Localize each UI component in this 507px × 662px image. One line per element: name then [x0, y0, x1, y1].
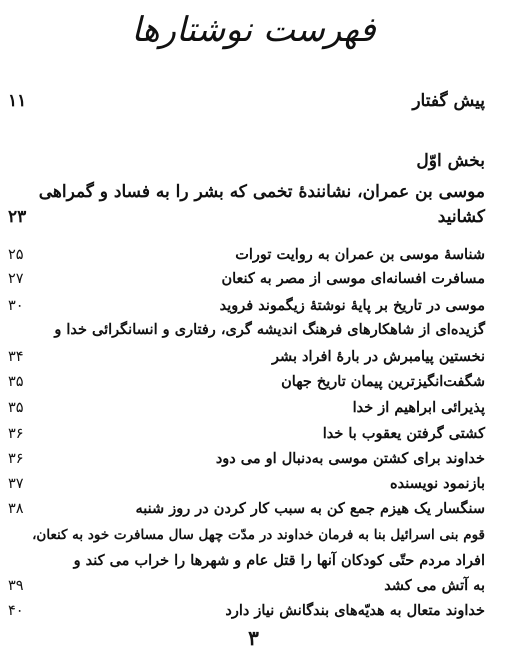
page-title: فهرست نوشتارها	[131, 10, 376, 50]
toc-entry-text: سنگسار یک هیزم جمع کن به سبب کار کردن در روز شنبه	[135, 500, 485, 517]
section-title-line-1: موسی بن عمران، نشانندهٔ تخمی که بشر را به فساد و گمراهی	[38, 182, 485, 202]
toc-entry-page: ۳۸	[8, 501, 24, 517]
section-title-line-2: کشانید	[437, 207, 485, 227]
toc-entry[interactable]	[0, 446, 507, 472]
toc-entry[interactable]	[0, 344, 507, 370]
toc-entry[interactable]	[0, 395, 507, 421]
toc-entry-page: ۳۵	[8, 374, 24, 390]
toc-entry-text: خداوند متعال به هدیّه‌های بندگانش نیاز دارد	[225, 602, 485, 619]
toc-entry[interactable]	[0, 548, 507, 574]
page-number: ۳	[248, 626, 259, 650]
toc-entry-text: شگفت‌انگیزترین پیمان تاریخ جهان	[281, 373, 485, 390]
toc-entry[interactable]	[0, 266, 507, 292]
toc-entry-text: پذیرائی ابراهیم از خدا	[352, 399, 485, 416]
toc-entry-text: نخستین پیامبرش در بارهٔ افراد بشر	[272, 348, 485, 365]
toc-entry-text: کشتی گرفتن یعقوب با خدا	[322, 425, 485, 442]
section-heading-row	[0, 148, 507, 174]
section-title-row-1[interactable]	[0, 179, 507, 205]
toc-entry-page: ۳۵	[8, 400, 24, 416]
toc-entry[interactable]	[0, 293, 507, 319]
toc-entry[interactable]	[0, 421, 507, 447]
section-heading: بخش اوّل	[416, 151, 485, 171]
toc-entry[interactable]	[0, 573, 507, 599]
toc-entry[interactable]	[0, 522, 507, 548]
toc-entry-page: ۳۹	[8, 578, 24, 594]
toc-entry[interactable]	[0, 242, 507, 268]
toc-intro-page: ۱۱	[8, 91, 27, 111]
toc-entry-text: افراد مردم حتّی کودکان آنها را قتل عام و شهرها را خراب می کند و	[73, 552, 485, 569]
toc-entry-text: شناسهٔ موسی بن عمران به روایت تورات	[235, 246, 485, 263]
toc-entry[interactable]	[0, 369, 507, 395]
toc-entry-page: ۳۴	[8, 349, 24, 365]
toc-entry-page: ۳۶	[8, 426, 24, 442]
toc-entry-page: ۲۷	[8, 271, 24, 287]
section-title-row-2[interactable]	[0, 204, 507, 230]
toc-entry-text: قوم بنی اسرائیل بنا به فرمان خداوند در مدّت چهل سال مسافرت خود به کنعان،	[32, 527, 485, 543]
toc-entry-page: ۳۰	[8, 298, 24, 314]
toc-entry-text: خداوند برای کشتن موسی به‌دنبال او می دود	[215, 450, 485, 467]
toc-entry-page: ۴۰	[8, 603, 24, 619]
toc-entry[interactable]	[0, 471, 507, 497]
section-page: ۲۳	[8, 207, 27, 227]
toc-entry-page: ۲۵	[8, 247, 24, 263]
toc-entry-text: مسافرت افسانه‌ای موسی از مصر به کنعان	[221, 270, 485, 287]
toc-entry-text: گزیده‌ای از شاهکارهای فرهنگ اندیشه گری، رفتاری و انسانگرائی خدا و	[54, 321, 485, 338]
toc-entry-text: موسی در تاریخ بر پایهٔ نوشتهٔ زیگموند فروید	[219, 297, 485, 314]
toc-intro-label: پیش گفتار	[412, 91, 485, 111]
toc-entry[interactable]	[0, 598, 507, 624]
toc-entry-page: ۳۶	[8, 451, 24, 467]
toc-entry-text: به آتش می کشد	[384, 577, 485, 594]
toc-entry[interactable]	[0, 496, 507, 522]
toc-entry[interactable]	[0, 317, 507, 343]
toc-entry-page: ۳۷	[8, 476, 24, 492]
toc-intro-row[interactable]	[0, 88, 507, 114]
toc-entry-text: بازنمود نویسنده	[390, 475, 485, 492]
